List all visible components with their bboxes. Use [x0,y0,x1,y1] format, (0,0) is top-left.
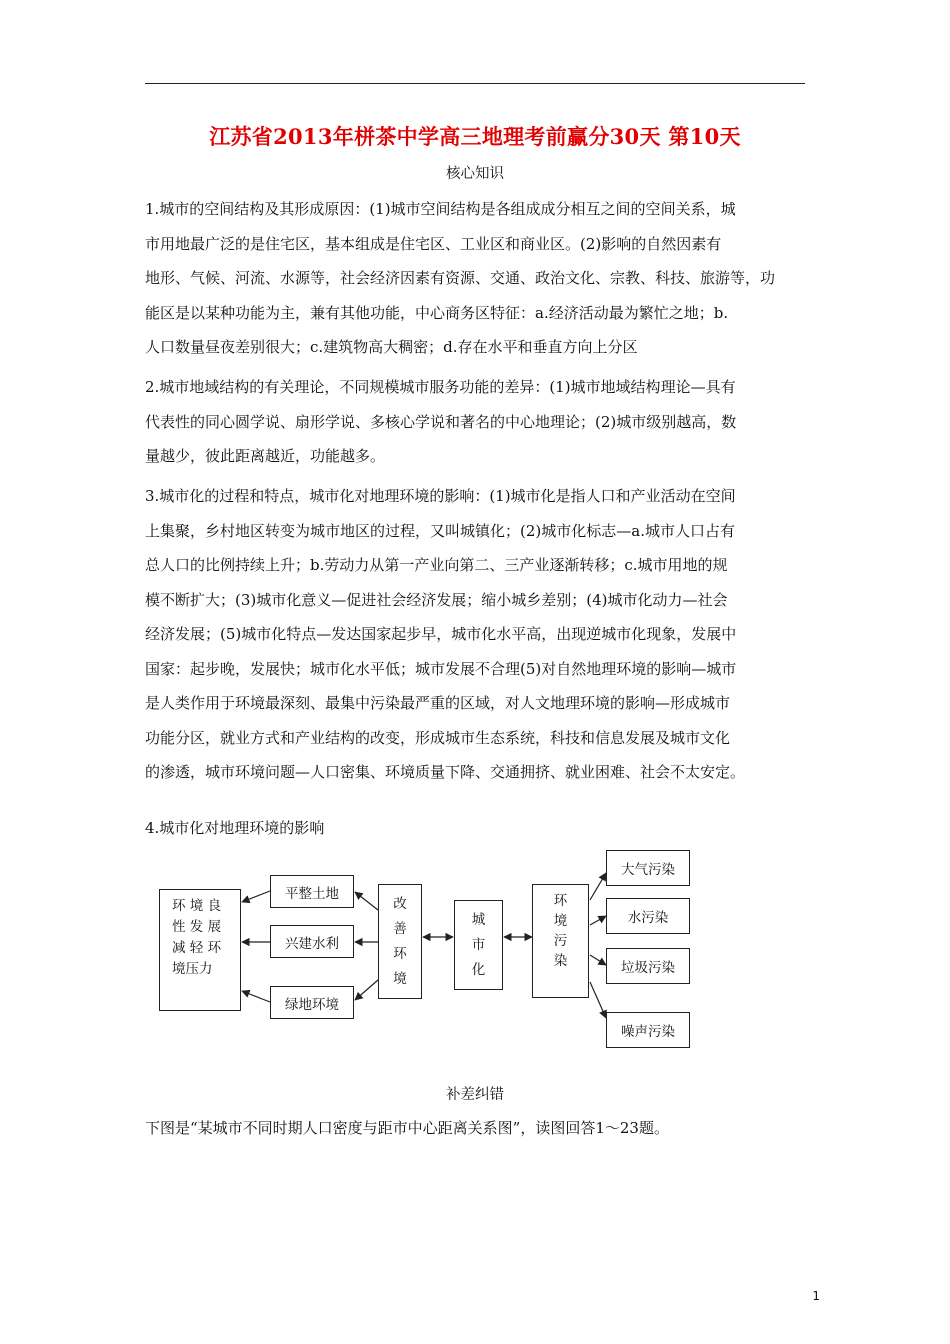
box-char: 改 [393,895,407,912]
text-line: 地形、气候、河流、水源等，社会经济因素有资源、交通、政治文化、宗教、科技、旅游等，功 [145,269,776,287]
text-line: 模不断扩大；(3)城市化意义—促进社会经济发展；缩小城乡差别；(4)城市化动力—社会 [145,590,728,609]
text-line: 功能分区，就业方式和产业结构的改变，形成城市生态系统，科技和信息发展及城市文化 [145,728,731,747]
air-pollution-box: 大气污染 [606,850,690,886]
box-char: 境 [553,913,568,929]
document-title: 江苏省2013年栟茶中学高三地理考前赢分30天 第10天 [209,124,741,149]
text-line: 下图是“某城市不同时期人口密度与距市中心距离关系图”，读图回答1～23题。 [145,1119,669,1137]
measure-level-land: 平整土地 [270,875,354,908]
arrow-improve-1 [355,892,378,910]
garbage-pollution-box: 垃圾污染 [606,948,690,984]
text-line: 量越少，彼此距离越近，功能越多。 [145,447,386,465]
box-text-line: 减 轻 环 [172,940,222,956]
box-char: 市 [471,936,486,953]
environment-benefit-box [159,889,241,1011]
text-line: 上集聚，乡村地区转变为城市地区的过程，又叫城镇化；(2)城市化标志—a.城市人口占有 [145,521,735,540]
measure-water-conservancy: 兴建水利 [270,925,354,958]
box-text-line: 环 境 良 [172,898,222,914]
point-1 [145,192,825,365]
text-line: 代表性的同心圆学说、扇形学说、多核心学说和著名的中心地理论；(2)城市级别越高，数 [145,412,737,431]
text-line: 总人口的比例持续上升；b.劳动力从第一产业向第二、三产业逐渐转移；c.城市用地的规 [145,556,728,574]
urbanization-box [454,900,503,990]
text-line: 能区是以某种功能为主，兼有其他功能，中心商务区特征：a.经济活动最为繁忙之地；b. [145,303,729,322]
text-line: 4.城市化对地理环境的影响 [145,819,325,837]
box-text-line: 性 发 展 [172,919,222,935]
arrow-water-pollution [590,916,606,925]
header-rule [145,83,805,84]
measure-green-space: 绿地环境 [270,986,354,1019]
text-line: 3.城市化的过程和特点，城市化对地理环境的影响：(1)城市化是指人口和产业活动在空间 [145,487,736,505]
water-pollution-box: 水污染 [606,898,690,934]
page-number: 1 [812,1289,820,1303]
text-line: 人口数量昼夜差别很大；c.建筑物高大稠密；d.存在水平和垂直方向上分区 [145,338,638,356]
noise-pollution-box: 噪声污染 [606,1012,690,1048]
box-char: 环 [553,893,568,909]
improve-environment-box [378,884,422,999]
arrow-improve-3 [355,980,378,1000]
box-char: 化 [471,961,486,978]
text-line: 市用地最广泛的是住宅区，基本组成是住宅区、工业区和商业区。(2)影响的自然因素有 [145,234,722,253]
box-char: 境 [393,970,407,987]
urbanization-diagram [140,840,700,1055]
environment-pollution-box [532,884,589,998]
box-char: 善 [393,920,407,937]
box-char: 环 [393,945,407,962]
point-2 [145,370,825,474]
text-line: 经济发展；(5)城市化特点—发达国家起步早，城市化水平高，出现逆城市化现象，发展中 [145,625,737,643]
point-3 [145,479,825,790]
text-line: 1.城市的空间结构及其形成原因：(1)城市空间结构是各组成成分相互之间的空间关系，城 [145,200,736,218]
arrow-noise [590,982,606,1018]
arrow-green [242,991,270,1002]
box-char: 染 [553,953,568,969]
text-line: 国家：起步晚，发展快；城市化水平低；城市发展不合理(5)对自然地理环境的影响—城市 [145,659,737,678]
arrow-level-land [242,891,270,902]
question-intro [145,1111,825,1146]
section-fix-heading: 补差纠错 [446,1087,504,1103]
arrow-air [590,873,606,900]
section-core-heading: 核心知识 [446,166,504,182]
box-char: 污 [553,933,568,949]
box-text-line: 境压力 [172,961,213,977]
text-line: 的渗透，城市环境问题—人口密集、环境质量下降、交通拥挤、就业困难、社会不太安定。 [145,763,746,781]
text-line: 2.城市地域结构的有关理论，不同规模城市服务功能的差异：(1)城市地域结构理论—具有 [145,378,736,396]
arrow-garbage [590,955,606,965]
box-char: 城 [471,911,486,928]
text-line: 是人类作用于环境最深刻、最集中污染最严重的区域，对人文地理环境的影响—形成城市 [145,694,731,712]
